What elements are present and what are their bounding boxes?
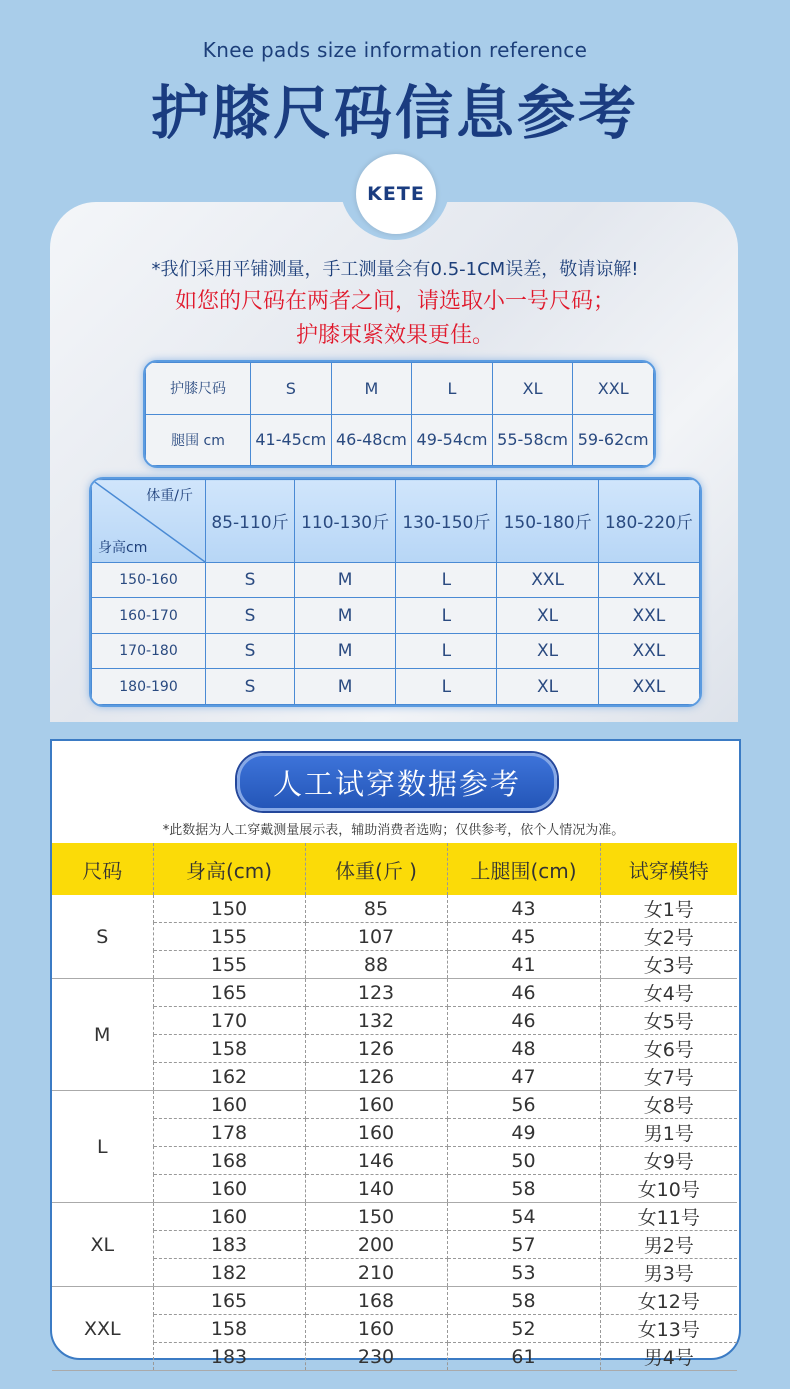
brand-logo-text: KETE xyxy=(367,183,425,205)
height-cell: 158 xyxy=(153,1315,305,1343)
girth-cell: 43 xyxy=(447,895,600,923)
height-cell: 162 xyxy=(153,1063,305,1091)
model-cell: 女1号 xyxy=(600,895,737,923)
girth-cell: 49-54cm xyxy=(412,414,493,466)
girth-cell: 48 xyxy=(447,1035,600,1063)
girth-cell: 53 xyxy=(447,1259,600,1287)
recommended-size-cell: M xyxy=(294,562,395,598)
height-cell: 183 xyxy=(153,1231,305,1259)
table-row xyxy=(92,669,700,705)
girth-cell: 49 xyxy=(447,1119,600,1147)
height-cell: 170 xyxy=(153,1007,305,1035)
girth-cell: 55-58cm xyxy=(492,414,573,466)
model-cell: 女7号 xyxy=(600,1063,737,1091)
weight-header-row xyxy=(92,480,700,563)
table-row xyxy=(92,598,700,634)
weight-cell: 230 xyxy=(305,1343,447,1371)
girth-row-label: 腿围 cm xyxy=(146,414,251,466)
model-cell: 女13号 xyxy=(600,1315,737,1343)
recommended-size-cell: S xyxy=(206,633,295,669)
girth-cell: 47 xyxy=(447,1063,600,1091)
size-row xyxy=(146,363,654,415)
girth-row xyxy=(146,414,654,466)
girth-cell: 61 xyxy=(447,1343,600,1371)
weight-header-cell: 110-130斤 xyxy=(294,480,395,563)
recommended-size-cell: S xyxy=(206,598,295,634)
girth-cell: 58 xyxy=(447,1287,600,1315)
recommended-size-cell: XL xyxy=(497,598,598,634)
weight-header-cell: 150-180斤 xyxy=(497,480,598,563)
size-cell: S xyxy=(251,363,332,415)
model-cell: 男3号 xyxy=(600,1259,737,1287)
table-row xyxy=(52,1315,737,1343)
weight-cell: 146 xyxy=(305,1147,447,1175)
height-weight-table xyxy=(89,477,702,707)
model-cell: 女5号 xyxy=(600,1007,737,1035)
girth-cell: 41 xyxy=(447,951,600,979)
weight-cell: 210 xyxy=(305,1259,447,1287)
weight-cell: 126 xyxy=(305,1063,447,1091)
trial-table-body xyxy=(52,895,737,1371)
height-label-cell: 160-170 xyxy=(92,598,206,634)
brand-logo xyxy=(356,154,436,234)
recommended-size-cell: XXL xyxy=(598,633,699,669)
recommended-size-cell: L xyxy=(396,633,497,669)
recommended-size-cell: XXL xyxy=(497,562,598,598)
recommended-size-cell: XL xyxy=(497,633,598,669)
recommended-size-cell: M xyxy=(294,669,395,705)
height-cell: 182 xyxy=(153,1259,305,1287)
column-header: 试穿模特 xyxy=(600,843,737,895)
weight-cell: 88 xyxy=(305,951,447,979)
size-cell: XL xyxy=(492,363,573,415)
size-cell: L xyxy=(412,363,493,415)
height-label-cell: 180-190 xyxy=(92,669,206,705)
corner-height-label: 身高cm xyxy=(98,539,148,556)
model-cell: 女6号 xyxy=(600,1035,737,1063)
page-title: 护膝尺码信息参考 xyxy=(150,79,639,147)
recommended-size-cell: XXL xyxy=(598,598,699,634)
girth-cell: 46 xyxy=(447,1007,600,1035)
corner-weight-label: 体重/斤 xyxy=(146,488,193,504)
model-cell: 男2号 xyxy=(600,1231,737,1259)
trial-header-row xyxy=(52,843,737,895)
girth-cell: 46 xyxy=(447,979,600,1007)
weight-cell: 168 xyxy=(305,1287,447,1315)
size-tip-line1: 如您的尺码在两者之间，请选取小一号尺码； xyxy=(174,289,615,314)
table-row xyxy=(52,895,737,923)
recommended-size-cell: M xyxy=(294,598,395,634)
model-cell: 女3号 xyxy=(600,951,737,979)
size-cell: M xyxy=(331,363,412,415)
size-group-cell: XL xyxy=(52,1203,153,1287)
size-group-cell: XXL xyxy=(52,1287,153,1371)
girth-cell: 45 xyxy=(447,923,600,951)
recommended-size-cell: S xyxy=(206,669,295,705)
height-label-cell: 150-160 xyxy=(92,562,206,598)
girth-cell: 59-62cm xyxy=(573,414,654,466)
recommended-size-cell: L xyxy=(396,562,497,598)
table-row xyxy=(52,951,737,979)
girth-cell: 41-45cm xyxy=(251,414,332,466)
trial-section-title: 人工试穿数据参考 xyxy=(237,753,557,811)
weight-cell: 85 xyxy=(305,895,447,923)
weight-cell: 140 xyxy=(305,1175,447,1203)
size-group-cell: L xyxy=(52,1091,153,1203)
weight-cell: 107 xyxy=(305,923,447,951)
weight-cell: 160 xyxy=(305,1119,447,1147)
table-row xyxy=(52,1175,737,1203)
knee-size-table xyxy=(143,360,656,468)
girth-cell: 56 xyxy=(447,1091,600,1119)
trial-note: *此数据为人工穿戴测量展示表，辅助消费者选购；仅供参考，依个人情况为准。 xyxy=(162,823,625,838)
model-cell: 女10号 xyxy=(600,1175,737,1203)
height-cell: 160 xyxy=(153,1175,305,1203)
height-cell: 178 xyxy=(153,1119,305,1147)
model-cell: 女11号 xyxy=(600,1203,737,1231)
size-group-cell: S xyxy=(52,895,153,979)
recommended-size-cell: XXL xyxy=(598,669,699,705)
size-tip-line2: 护膝束紧效果更佳。 xyxy=(295,323,494,348)
girth-cell: 57 xyxy=(447,1231,600,1259)
table-row xyxy=(52,1203,737,1231)
size-cell: XXL xyxy=(573,363,654,415)
weight-header-cell: 85-110斤 xyxy=(206,480,295,563)
measure-note: *我们采用平铺测量，手工测量会有0.5-1CM误差，敬请谅解! xyxy=(151,259,639,280)
height-cell: 165 xyxy=(153,979,305,1007)
table-row xyxy=(92,633,700,669)
subtitle-english: Knee pads size information reference xyxy=(202,38,588,62)
weight-cell: 160 xyxy=(305,1315,447,1343)
table-row xyxy=(52,1035,737,1063)
column-header: 上腿围(cm) xyxy=(447,843,600,895)
model-cell: 女12号 xyxy=(600,1287,737,1315)
model-cell: 男1号 xyxy=(600,1119,737,1147)
girth-cell: 50 xyxy=(447,1147,600,1175)
size-group-cell: M xyxy=(52,979,153,1091)
recommended-size-cell: XXL xyxy=(598,562,699,598)
column-header: 尺码 xyxy=(52,843,153,895)
model-cell: 男4号 xyxy=(600,1343,737,1371)
table-corner-cell xyxy=(92,480,206,563)
recommended-size-cell: L xyxy=(396,669,497,705)
height-cell: 160 xyxy=(153,1203,305,1231)
table-row xyxy=(52,923,737,951)
recommended-size-cell: S xyxy=(206,562,295,598)
height-cell: 158 xyxy=(153,1035,305,1063)
weight-header-cell: 130-150斤 xyxy=(396,480,497,563)
model-cell: 女9号 xyxy=(600,1147,737,1175)
height-cell: 168 xyxy=(153,1147,305,1175)
weight-header-cell: 180-220斤 xyxy=(598,480,699,563)
height-cell: 150 xyxy=(153,895,305,923)
recommended-size-cell: M xyxy=(294,633,395,669)
height-cell: 183 xyxy=(153,1343,305,1371)
table-row xyxy=(52,979,737,1007)
table-row xyxy=(52,1147,737,1175)
table-row xyxy=(52,1091,737,1119)
table-row xyxy=(52,1231,737,1259)
girth-cell: 52 xyxy=(447,1315,600,1343)
weight-cell: 160 xyxy=(305,1091,447,1119)
column-header: 体重(斤 ) xyxy=(305,843,447,895)
height-cell: 160 xyxy=(153,1091,305,1119)
girth-cell: 58 xyxy=(447,1175,600,1203)
height-label-cell: 170-180 xyxy=(92,633,206,669)
table-row xyxy=(52,1063,737,1091)
height-cell: 165 xyxy=(153,1287,305,1315)
girth-cell: 54 xyxy=(447,1203,600,1231)
height-cell: 155 xyxy=(153,923,305,951)
girth-cell: 46-48cm xyxy=(331,414,412,466)
size-row-label: 护膝尺码 xyxy=(146,363,251,415)
model-cell: 女4号 xyxy=(600,979,737,1007)
weight-cell: 126 xyxy=(305,1035,447,1063)
weight-cell: 200 xyxy=(305,1231,447,1259)
table-row xyxy=(52,1007,737,1035)
column-header: 身高(cm) xyxy=(153,843,305,895)
model-cell: 女8号 xyxy=(600,1091,737,1119)
table-row xyxy=(52,1259,737,1287)
model-cell: 女2号 xyxy=(600,923,737,951)
weight-cell: 123 xyxy=(305,979,447,1007)
trial-table xyxy=(52,843,737,1371)
weight-cell: 150 xyxy=(305,1203,447,1231)
recommended-size-cell: L xyxy=(396,598,497,634)
recommended-size-cell: XL xyxy=(497,669,598,705)
table-row xyxy=(92,562,700,598)
weight-cell: 132 xyxy=(305,1007,447,1035)
table-row xyxy=(52,1343,737,1371)
height-cell: 155 xyxy=(153,951,305,979)
table-row xyxy=(52,1119,737,1147)
table-row xyxy=(52,1287,737,1315)
